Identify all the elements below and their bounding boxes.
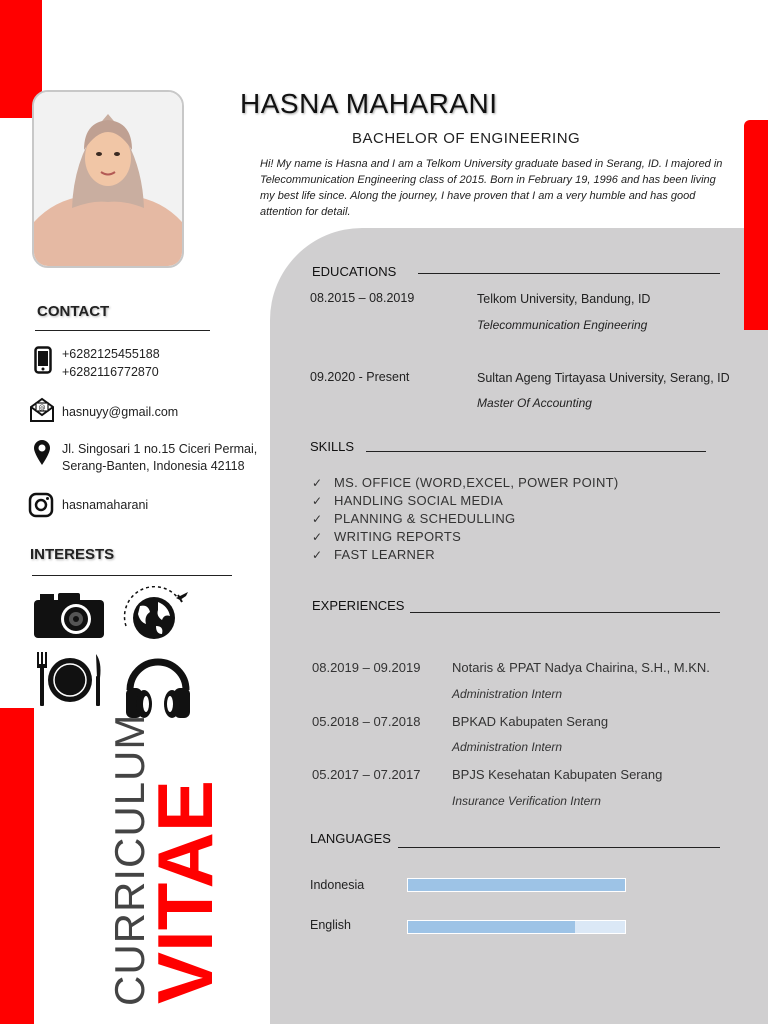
experience-role-3: Insurance Verification Intern [452,794,601,808]
education-school-1: Telkom University, Bandung, ID [477,292,651,306]
languages-divider [398,847,720,848]
language-level-bar-1 [407,878,626,892]
person-name: HASNA MAHARANI [240,88,498,119]
experience-date-2: 05.2018 – 07.2018 [312,714,421,729]
about-text: Hi! My name is Hasna and I am a Telkom University graduate based in Serang, ID. I majored in Telecommunication Engineering class of 2015. Born in February 19, 1996 and has been living my best life since. Along the journey, I have proven that I am a very humble and has good attention for detail. [260,158,723,218]
experience-date-3: 05.2017 – 07.2017 [312,767,421,782]
right-red-bar [744,120,768,330]
email-icon [28,397,56,423]
experiences-title: EXPERIENCES [312,598,405,613]
bottom-left-red-bar [0,708,34,1024]
dining-icon [34,652,102,708]
interests-title: INTERESTS [30,546,115,563]
svg-text:@: @ [38,404,46,412]
educations-divider [418,273,720,274]
language-level-fill [408,879,625,891]
profile-photo-image [34,92,182,266]
education-date-2: 09.2020 - Present [310,370,410,384]
checkmark-icon: ✓ [312,530,323,544]
educations-title: EDUCATIONS [312,264,397,279]
checkmark-icon: ✓ [312,494,323,508]
address-line-1: Jl. Singosari 1 no.15 Ciceri Permai, [62,442,258,456]
education-school-2: Sultan Ageng Tirtayasa University, Serang, ID [477,371,730,385]
headphones-icon [124,650,192,722]
interests-divider [32,575,232,576]
checkmark-icon: ✓ [312,512,323,526]
vitae-text: VITAE [141,780,229,1004]
experience-role-2: Administration Intern [452,740,563,754]
checkmark-icon: ✓ [312,548,323,562]
experience-org-1: Notaris & PPAT Nadya Chairina, S.H., M.KN. [452,660,710,675]
checkmark-icon: ✓ [312,476,323,490]
experiences-divider [410,612,720,613]
phone-number-2: +6282116772870 [62,365,159,379]
skill-item: ✓ MS. OFFICE (WORD,EXCEL, POWER POINT) [312,475,619,490]
experience-org-3: BPJS Kesehatan Kabupaten Serang [452,767,663,782]
contact-title: CONTACT [37,303,110,320]
content-panel [270,228,768,1024]
education-major-1: Telecommunication Engineering [477,318,648,332]
education-date-1: 08.2015 – 08.2019 [310,291,415,305]
skill-item: ✓ PLANNING & SCHEDULLING [312,511,516,526]
language-name-2: English [310,918,351,932]
contact-divider [35,330,210,331]
camera-icon [34,592,104,638]
address-line-2: Serang-Banten, Indonesia 42118 [62,459,245,473]
skill-item: ✓ WRITING REPORTS [312,529,462,544]
language-level-fill [408,921,575,933]
skills-title: SKILLS [310,439,355,454]
phone-number-1: +6282125455188 [62,347,160,361]
instagram-handle: hasnamaharani [62,498,149,512]
instagram-icon [28,492,54,518]
curriculum-text: CURRICULUM [106,713,153,1006]
phone-icon [34,346,52,374]
globe-travel-icon [118,586,190,642]
language-level-bar-2 [407,920,626,934]
email-address: hasnuyy@gmail.com [62,405,179,419]
education-major-2: Master Of Accounting [477,396,592,410]
location-pin-icon [32,438,52,466]
profile-photo [32,90,184,268]
experience-org-2: BPKAD Kabupaten Serang [452,714,609,729]
skill-item: ✓ HANDLING SOCIAL MEDIA [312,493,504,508]
skills-divider [366,451,706,452]
languages-title: LANGUAGES [310,831,391,846]
experience-role-1: Administration Intern [452,687,563,701]
degree-title: BACHELOR OF ENGINEERING [352,130,581,147]
experience-date-1: 08.2019 – 09.2019 [312,660,421,675]
skill-item: ✓ FAST LEARNER [312,547,435,562]
language-name-1: Indonesia [310,878,365,892]
